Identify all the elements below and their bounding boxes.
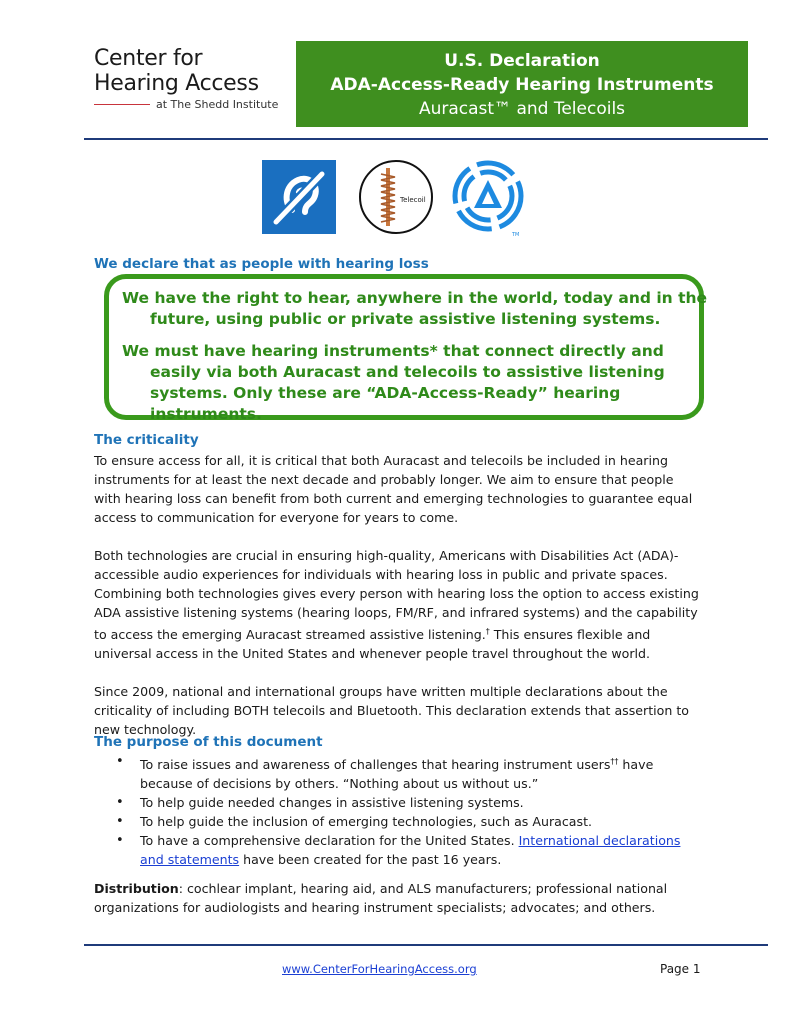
declaration-2: We must have hearing instruments* that connect directly and easily via both Auracast and telecoils to assistive listening systems. Only these are “ADA-Access-Ready” hearing instruments.: [122, 342, 665, 423]
double-dagger-footnote-mark: ††: [610, 757, 619, 766]
distribution-text: : cochlear implant, hearing aid, and ALS manufacturers; professional national organizations for audiologists and hearing instrument specialists; advocates; and others.: [94, 881, 668, 915]
footer-website-link[interactable]: www.CenterForHearingAccess.org: [282, 962, 477, 976]
logo-line-3: at The Shedd Institute: [156, 98, 279, 111]
auracast-icon: [452, 160, 532, 240]
purpose-list-wrapper: [94, 752, 694, 869]
logo-red-rule: [94, 104, 150, 105]
international-declarations-link[interactable]: International declarations and statements: [140, 833, 681, 868]
title-line-3: Auracast™ and Telecoils: [418, 99, 626, 119]
criticality-section: [94, 451, 704, 739]
criticality-heading: The criticality: [94, 432, 199, 448]
purpose-item-2: • To help guide needed changes in assistive listening systems.: [94, 793, 694, 812]
criticality-p2-text-end: This ensures flexible and universal access in the United States and whenever people travel throughout the world.: [94, 627, 651, 662]
purpose-item-4-text-end: have been created for the past 16 years.: [239, 852, 502, 868]
purpose-item-1: [94, 752, 694, 793]
purpose-item-1-text-end: have because of decisions by others. “Nothing about us without us.”: [140, 757, 654, 792]
purpose-heading: The purpose of this document: [94, 734, 323, 750]
page-number: Page 1: [660, 962, 701, 976]
auracast-trademark: TM: [512, 232, 520, 238]
center-for-hearing-access-logo: [94, 46, 284, 111]
dagger-footnote-mark: †: [485, 627, 490, 636]
intro-heading: We declare that as people with hearing loss: [94, 256, 429, 272]
document-title-box: [296, 41, 748, 127]
criticality-p2-text: Both technologies are crucial in ensuring high-quality, Americans with Disabilities Act (ADA)-accessible audio experiences for individuals with hearing loss in public and private spaces. Combining both technologies gives every person with hearing loss the option to access existing ADA assistive listening systems (hearing loops, FM/RF, and infrared systems) and the capability to access the emerging Auracast streamed assistive listening.: [94, 548, 699, 643]
title-line-1: U.S. Declaration: [444, 51, 600, 71]
logo-line-1: Center for: [94, 46, 203, 71]
purpose-item-4: [94, 831, 694, 869]
purpose-list: [94, 752, 694, 869]
telecoil-icon: [357, 158, 435, 236]
purpose-item-1-text: To raise issues and awareness of challenges that hearing instrument users: [140, 757, 611, 773]
logo-line-2: Hearing Access: [94, 71, 259, 96]
declarations: [122, 288, 712, 425]
header-rule: [84, 138, 768, 140]
title-line-2: ADA-Access-Ready Hearing Instruments: [330, 75, 714, 95]
purpose-item-3: • To help guide the inclusion of emerging technologies, such as Auracast.: [94, 812, 694, 831]
distribution-label: Distribution: [94, 881, 179, 896]
distribution-paragraph: [94, 879, 704, 917]
hearing-assistance-ear-icon: [262, 160, 336, 234]
criticality-paragraph-2: [94, 546, 704, 663]
footer-rule: [84, 944, 768, 946]
telecoil-label: Telecoil: [400, 196, 426, 204]
criticality-paragraph-1: To ensure access for all, it is critical that both Auracast and telecoils be included in hearing instruments for at least the next decade and probably longer. We aim to ensure that people with hearing loss can benefit from both current and emerging technologies to guarantee equal access to communication for everyone for years to come.: [94, 453, 693, 525]
declaration-1: We have the right to hear, anywhere in the world, today and in the future, using public or private assistive listening systems.: [122, 289, 708, 328]
purpose-item-4-text: To have a comprehensive declaration for the United States.: [140, 833, 519, 849]
criticality-paragraph-3: Since 2009, national and international groups have written multiple declarations about the criticality of including BOTH telecoils and Bluetooth. This declaration extends that assertion to new technology.: [94, 684, 689, 738]
